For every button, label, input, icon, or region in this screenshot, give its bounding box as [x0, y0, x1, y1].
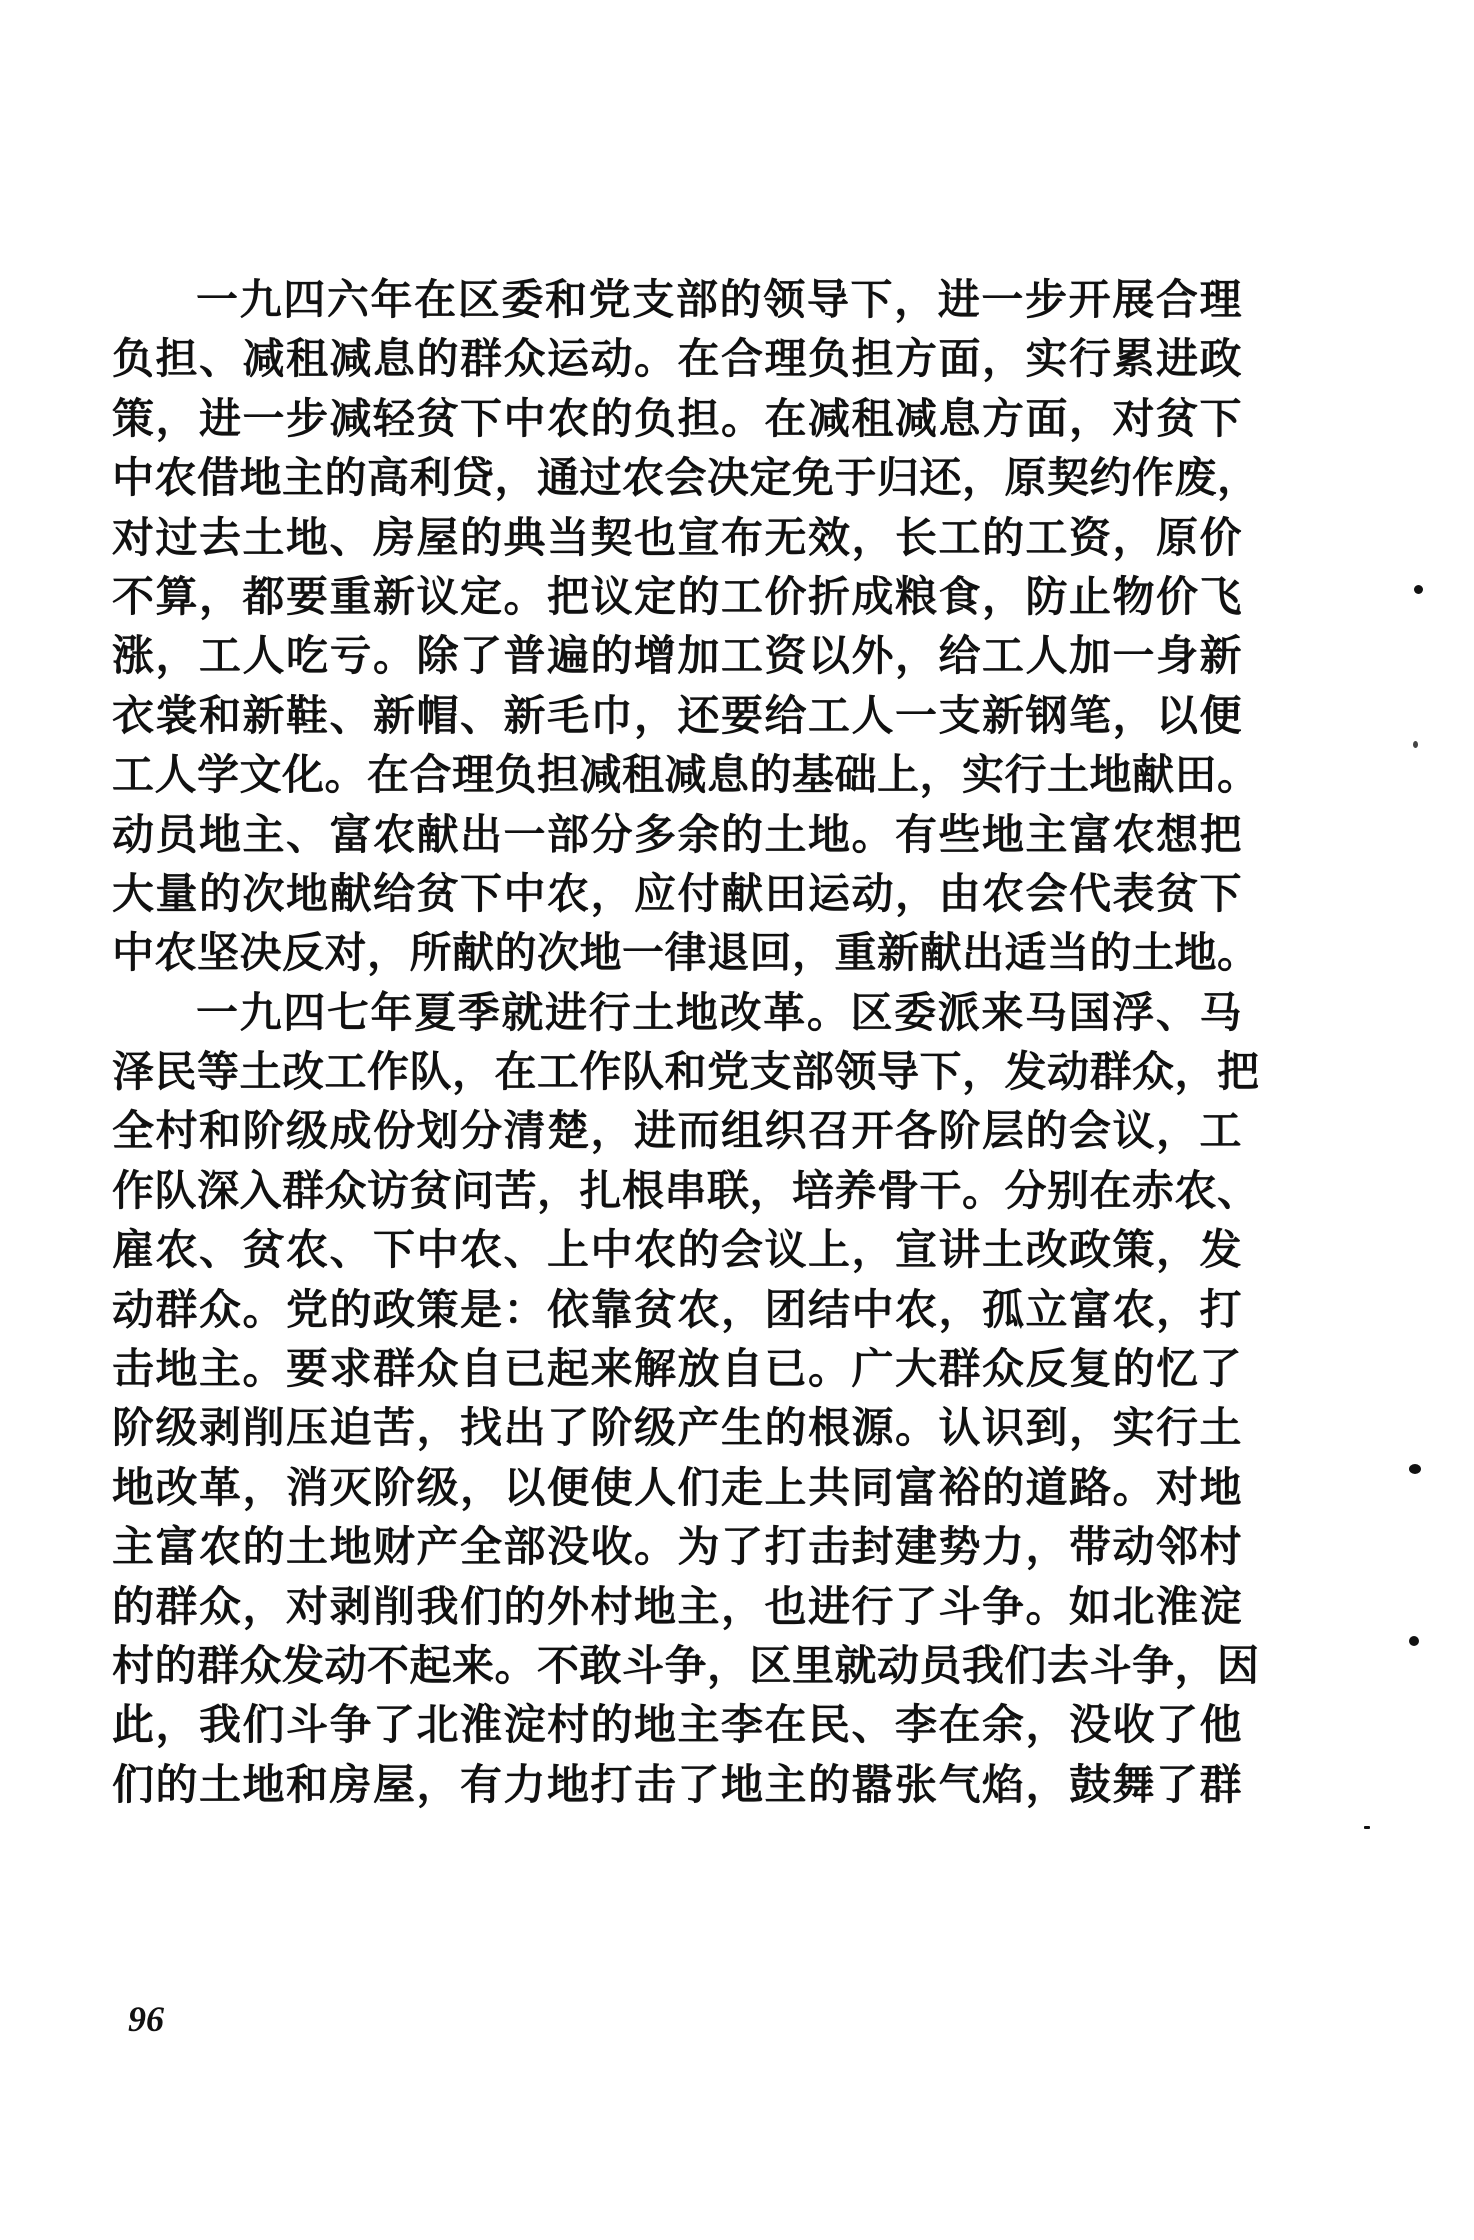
text-line-8: 衣裳和新鞋、新帽、新毛巾，还要给工人一支新钢笔，以便	[112, 690, 1242, 740]
text-line-24: 村的群众发动不起来。不敢斗争，区里就动员我们去斗争，因	[112, 1640, 1260, 1690]
text-line-19: 击地主。要求群众自已起来解放自已。广大群众反复的忆了	[112, 1344, 1242, 1394]
text-line-7: 涨，工人吃亏。除了普遍的增加工资以外，给工人加一身新	[112, 631, 1242, 681]
text-line-4: 中农借地主的高利贷，通过农会决定免于归还，原契约作废，	[112, 453, 1260, 503]
text-line-12: 中农坚决反对，所献的次地一律退回，重新献出适当的土地。	[112, 928, 1260, 978]
scan-speck	[1414, 585, 1423, 594]
text-line-17: 雇农、贫农、下中农、上中农的会议上，宣讲土改政策，发	[112, 1225, 1242, 1275]
text-line-14: 泽民等土改工作队，在工作队和党支部领导下，发动群众，把	[112, 1047, 1260, 1097]
text-line-16: 作队深入群众访贫问苦，扎根串联，培养骨干。分别在赤农、	[112, 1165, 1260, 1215]
text-line-6: 不算，都要重新议定。把议定的工价折成粮食，防止物价飞	[112, 571, 1242, 621]
page-number: 96	[128, 1999, 164, 2039]
text-line-9: 工人学文化。在合理负担减租减息的基础上，实行土地献田。	[112, 750, 1260, 800]
text-line-13: 一九四七年夏季就进行土地改革。区委派来马国浮、马	[196, 987, 1242, 1037]
scan-speck	[1413, 741, 1418, 748]
scan-speck	[1364, 1826, 1370, 1829]
text-line-3: 策，进一步减轻贫下中农的负担。在减租减息方面，对贫下	[112, 393, 1242, 443]
text-line-15: 全村和阶级成份划分清楚，进而组织召开各阶层的会议，工	[112, 1106, 1242, 1156]
text-line-26: 们的土地和房屋，有力地打击了地主的嚣张气焰，鼓舞了群	[112, 1759, 1242, 1809]
text-line-25: 此，我们斗争了北淮淀村的地主李在民、李在余，没收了他	[112, 1700, 1242, 1750]
text-line-22: 主富农的土地财产全部没收。为了打击封建势力，带动邻村	[112, 1522, 1242, 1572]
scan-speck	[1409, 1636, 1419, 1646]
text-line-23: 的群众，对剥削我们的外村地主，也进行了斗争。如北淮淀	[112, 1581, 1242, 1631]
text-line-11: 大量的次地献给贫下中农，应付献田运动，由农会代表贫下	[112, 868, 1242, 918]
body-text	[112, 270, 1260, 1814]
scan-speck	[1409, 1464, 1421, 1474]
text-line-2: 负担、减租减息的群众运动。在合理负担方面，实行累进政	[112, 334, 1242, 384]
text-line-20: 阶级剥削压迫苦，找出了阶级产生的根源。认识到，实行土	[112, 1403, 1242, 1453]
text-line-1: 一九四六年在区委和党支部的领导下，进一步开展合理	[196, 275, 1242, 324]
text-line-18: 动群众。党的政策是：依靠贫农，团结中农，孤立富农，打	[112, 1284, 1242, 1334]
text-line-5: 对过去土地、房屋的典当契也宣布无效，长工的工资，原价	[112, 512, 1242, 562]
text-line-10: 动员地主、富农献出一部分多余的土地。有些地主富农想把	[112, 809, 1242, 859]
text-line-21: 地改革，消灭阶级，以便使人们走上共同富裕的道路。对地	[112, 1462, 1242, 1512]
